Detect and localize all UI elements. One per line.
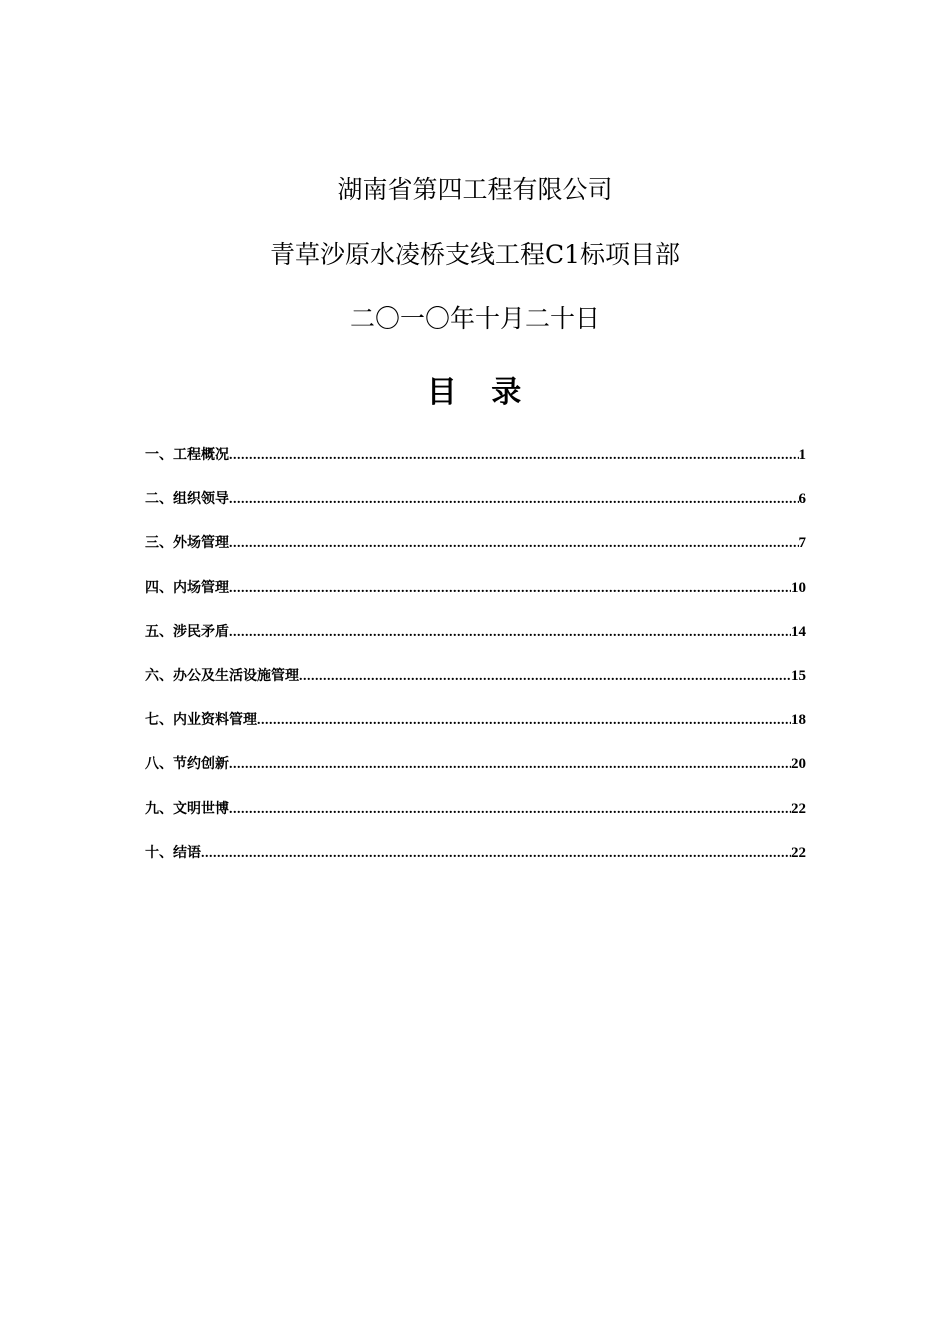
toc-page-number: 18: [791, 712, 806, 729]
toc-page-number: 14: [791, 623, 806, 640]
toc-entry-7[interactable]: [145, 709, 806, 753]
toc-entry-9[interactable]: [145, 798, 806, 842]
toc-dot-leader: [201, 843, 791, 865]
toc-dot-leader: [299, 666, 791, 688]
toc-dot-leader: [229, 578, 791, 600]
toc-page-number: 15: [791, 667, 806, 684]
toc-entry-label: 六、办公及生活设施管理: [145, 667, 299, 684]
toc-entry-label: 十、结语: [145, 844, 201, 861]
toc-entry-label: 三、外场管理: [145, 535, 229, 552]
toc-entry-1[interactable]: [145, 444, 806, 488]
toc-dot-leader: [229, 754, 791, 776]
toc-page-number: 10: [791, 579, 806, 596]
toc-entry-3[interactable]: [145, 532, 806, 576]
toc-entry-6[interactable]: [145, 665, 806, 709]
toc-entry-label: 四、内场管理: [145, 579, 229, 596]
toc-dot-leader: [229, 445, 799, 467]
toc-entry-8[interactable]: [145, 753, 806, 797]
project-department: 青草沙原水凌桥支线工程C1标项目部: [269, 240, 681, 269]
toc-entry-label: 八、节约创新: [145, 756, 229, 773]
toc-entry-4[interactable]: [145, 577, 806, 621]
table-of-contents: [145, 444, 806, 886]
toc-dot-leader: [229, 533, 799, 555]
toc-page-number: 1: [798, 447, 806, 463]
document-date: 二〇一〇年十月二十日: [349, 304, 600, 333]
toc-entry-2[interactable]: [145, 488, 806, 532]
toc-page-number: 22: [791, 800, 806, 817]
toc-entry-label: 一、工程概况: [145, 447, 229, 463]
company-name: 湖南省第四工程有限公司: [337, 175, 613, 204]
toc-page-number: 6: [798, 491, 806, 508]
toc-entry-5[interactable]: [145, 621, 806, 665]
toc-dot-leader: [229, 489, 799, 511]
toc-entry-label: 五、涉民矛盾: [145, 623, 229, 640]
toc-dot-leader: [257, 710, 791, 732]
toc-dot-leader: [229, 622, 791, 644]
toc-entry-label: 七、内业资料管理: [145, 712, 257, 729]
toc-title: 目 录: [426, 375, 534, 410]
toc-entry-label: 九、文明世博: [145, 800, 229, 817]
toc-dot-leader: [229, 799, 791, 821]
toc-page-number: 7: [798, 535, 806, 552]
toc-entry-label: 二、组织领导: [145, 491, 229, 508]
toc-page-number: 22: [791, 844, 806, 861]
toc-entry-10[interactable]: [145, 842, 806, 886]
toc-page-number: 20: [791, 756, 806, 773]
